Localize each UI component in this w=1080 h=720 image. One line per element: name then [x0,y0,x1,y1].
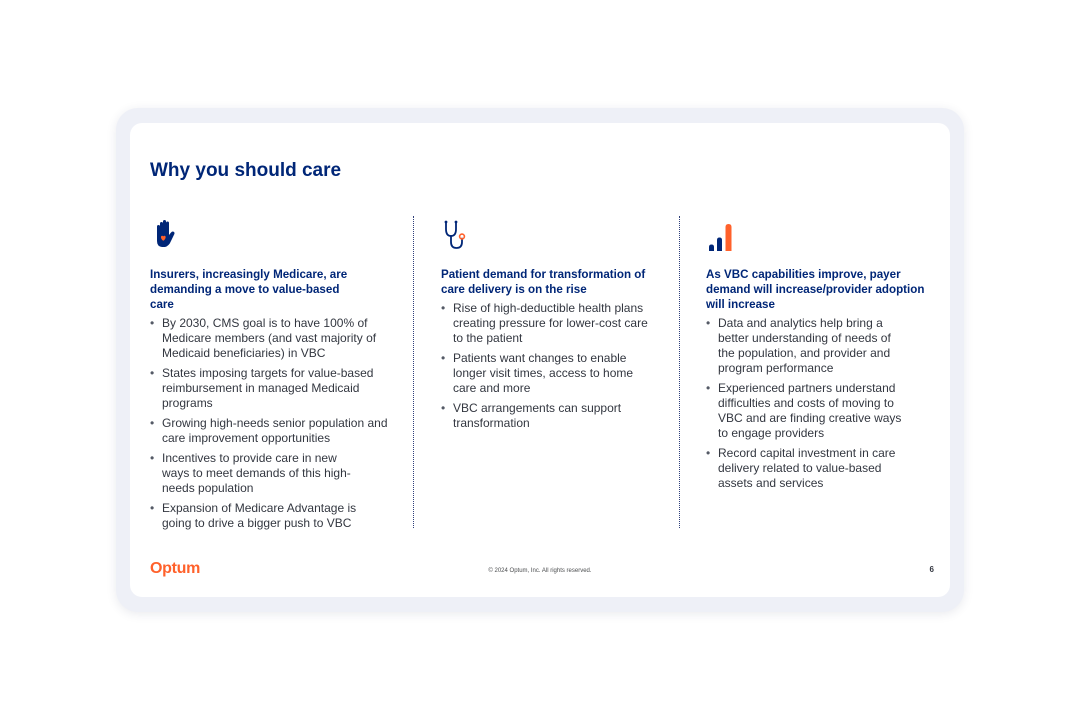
column-heading: Insurers, increasingly Medicare, are demanding a move to value-based care [150,268,348,311]
list-item: • Incentives to provide care in new ways to meet demands of this high-needs population [150,451,357,496]
list-item: • Record capital investment in care delivery related to value-based assets and services [706,446,908,491]
column-divider [413,216,414,528]
bullet-list [441,301,659,431]
bullet-list [150,316,388,531]
column-insurers [150,218,388,536]
slide-title: Why you should care [150,160,342,181]
column-patient-demand [441,218,659,436]
copyright-notice: © 2024 Optum, Inc. All rights reserved. [488,568,592,574]
column-heading: As VBC capabilities improve, payer demand will increase/provider adoption will increase [706,268,925,311]
optum-logo: Optum [150,560,201,577]
list-item: • VBC arrangements can support transformation [441,401,659,431]
list-item: • Growing high-needs senior population and care improvement opportunities [150,416,388,446]
column-vbc-capabilities [706,218,930,496]
list-item: • By 2030, CMS goal is to have 100% of Medicare members (and vast majority of Medicaid beneficiaries) in VBC [150,316,388,361]
list-item: • Data and analytics help bring a better understanding of needs of the population, and provider and program performance [706,316,903,376]
column-heading: Patient demand for transformation of care delivery is on the rise [441,268,646,296]
list-item: • Experienced partners understand difficulties and costs of moving to VBC and are finding creative ways to engage providers [706,381,913,441]
slide [130,123,950,597]
list-item: • Rise of high-deductible health plans creating pressure for lower-cost care to the patient [441,301,659,346]
list-item: • States imposing targets for value-based reimbursement in managed Medicaid programs [150,366,388,411]
page-number: 6 [929,565,934,574]
column-divider [679,216,680,528]
bullet-list [706,316,930,491]
stethoscope-icon [441,218,473,254]
list-item: • Expansion of Medicare Advantage is going to drive a bigger push to VBC [150,501,388,531]
list-item: • Patients want changes to enable longer visit times, access to home care and more [441,351,641,396]
hand-heart-icon [150,218,182,254]
bar-chart-icon [706,218,738,254]
